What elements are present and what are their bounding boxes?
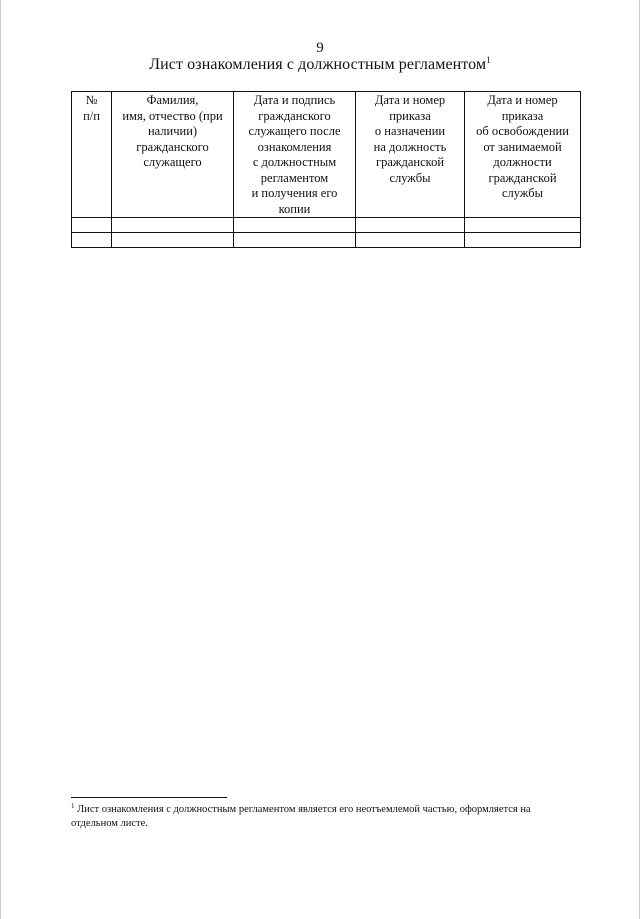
table-cell — [234, 233, 356, 248]
table-row — [72, 218, 581, 233]
table-header-row — [72, 92, 581, 218]
header-dismissal-order: Дата и номер приказа об освобождении от занимаемой должности гражданской службы — [465, 92, 581, 218]
table-cell — [465, 233, 581, 248]
table-row — [72, 233, 581, 248]
table-cell — [234, 218, 356, 233]
table-cell — [356, 218, 465, 233]
table-cell — [112, 218, 234, 233]
table-cell — [72, 233, 112, 248]
footnote-mark: 1 — [71, 802, 75, 810]
header-number: № п/п — [72, 92, 112, 218]
header-full-name: Фамилия, имя, отчество (при наличии) гражданского служащего — [112, 92, 234, 218]
page-number: 9 — [316, 40, 324, 56]
header-appointment-order: Дата и номер приказа о назначении на должность гражданской службы — [356, 92, 465, 218]
table-cell — [112, 233, 234, 248]
document-title — [0, 56, 640, 74]
document-title-text: Лист ознакомления с должностным регламентом — [149, 56, 487, 73]
table-cell — [465, 218, 581, 233]
table-cell — [72, 218, 112, 233]
acknowledgement-table — [71, 91, 581, 248]
header-signature-date: Дата и подпись гражданского служащего после ознакомления с должностным регламентом и получения его копии — [234, 92, 356, 218]
footnote-text: Лист ознакомления с должностным регламентом является его неотъемлемой частью, оформляется на отдельном листе. — [71, 804, 531, 829]
table-cell — [356, 233, 465, 248]
title-footnote-mark: 1 — [486, 55, 491, 65]
footnote — [71, 803, 571, 831]
footnote-divider — [71, 797, 227, 798]
